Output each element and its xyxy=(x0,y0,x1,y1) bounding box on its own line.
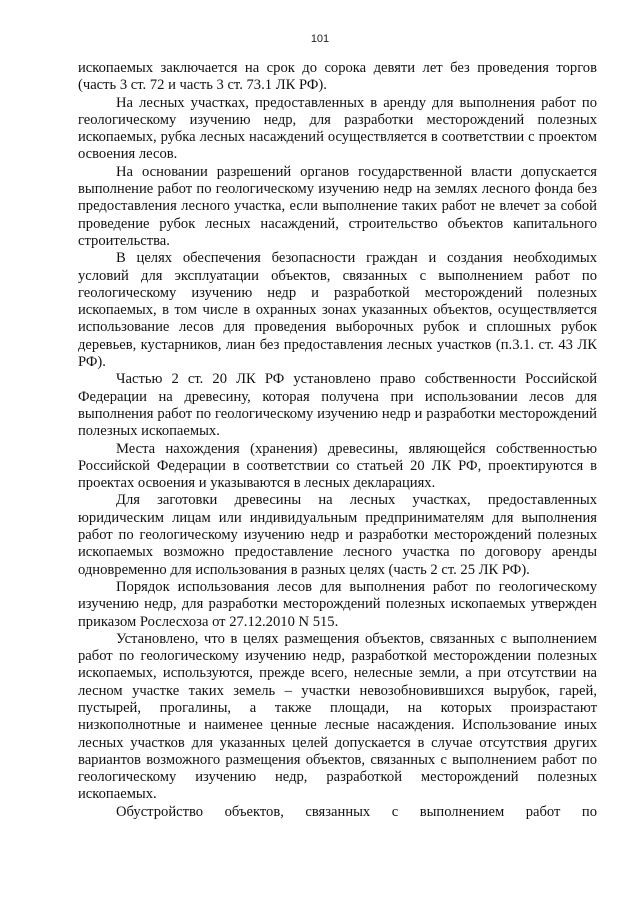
paragraph: Частью 2 ст. 20 ЛК РФ установлено право собственности Российской Федерации на древесину, которая получена при использовании лесов для выполнения работ по геологическому изучению недр и разработки месторождений полезных ископаемых. xyxy=(78,371,597,440)
page-number: 101 xyxy=(310,33,330,45)
document-body xyxy=(78,60,597,821)
paragraph: На лесных участках, предоставленных в аренду для выполнения работ по геологическому изучению недр, для разработки месторождений полезных ископаемых, рубка лесных насаждений осуществляется в соответствии с проектом освоения лесов. xyxy=(78,94,597,163)
paragraph: На основании разрешений органов государственной власти допускается выполнение работ по геологическому изучению недр на землях лесного фонда без предоставления лесного участка, если выполнение таких работ не влечет за собой проведение рубок лесных насаждений, строительство объектов капитального строительства. xyxy=(78,163,597,249)
paragraph: В целях обеспечения безопасности граждан и создания необходимых условий для эксплуатации объектов, связанных с выполнением работ по геологическому изучению недр и разработкой месторождений полезных ископаемых, в том числе в охранных зонах указанных объектов, осуществляется использование лесов для проведения выборочных рубок и сплошных рубок деревьев, кустарников, лиан без предоставления лесных участков (п.3.1. ст. 43 ЛК РФ). xyxy=(78,250,597,371)
paragraph: Места нахождения (хранения) древесины, являющейся собственностью Российской Федерации в соответствии со статьей 20 ЛК РФ, проектируются в проектах освоения и указываются в лесных декларациях. xyxy=(78,440,597,492)
paragraph: Установлено, что в целях размещения объектов, связанных с выполнением работ по геологическому изучению недр, разработкой месторождении полезных ископаемых, используются, прежде всего, нелесные земли, а при отсутствии на лесном участке таких земель – участки невозобновившихся вырубок, гарей, пустырей, прогалины, а также площади, на которых произрастают низкополнотные и наименее ценные лесные насаждения. Использование иных лесных участков для указанных целей допускается в случае отсутствия других вариантов возможного размещения объектов, связанных с выполнением работ по геологическому изучению недр, разработкой месторождений полезных ископаемых. xyxy=(78,630,597,803)
paragraph: Для заготовки древесины на лесных участках, предоставленных юридическим лицам или индивидуальным предпринимателям для выполнения работ по геологическому изучению недр и разработки месторождений полезных ископаемых возможно предоставление лесного участка по договору аренды одновременно для использования в разных целях (часть 2 ст. 25 ЛК РФ). xyxy=(78,492,597,578)
paragraph-truncated: Обустройство объектов, связанных с выполнением работ по xyxy=(116,803,597,820)
paragraph-continuation: ископаемых заключается на срок до сорока девяти лет без проведения торгов (часть 3 ст. 72 и часть 3 ст. 73.1 ЛК РФ). xyxy=(78,60,597,94)
paragraph: Порядок использования лесов для выполнения работ по геологическому изучению недр, для разработки месторождений полезных ископаемых утвержден приказом Рослесхоза от 27.12.2010 N 515. xyxy=(78,578,597,630)
